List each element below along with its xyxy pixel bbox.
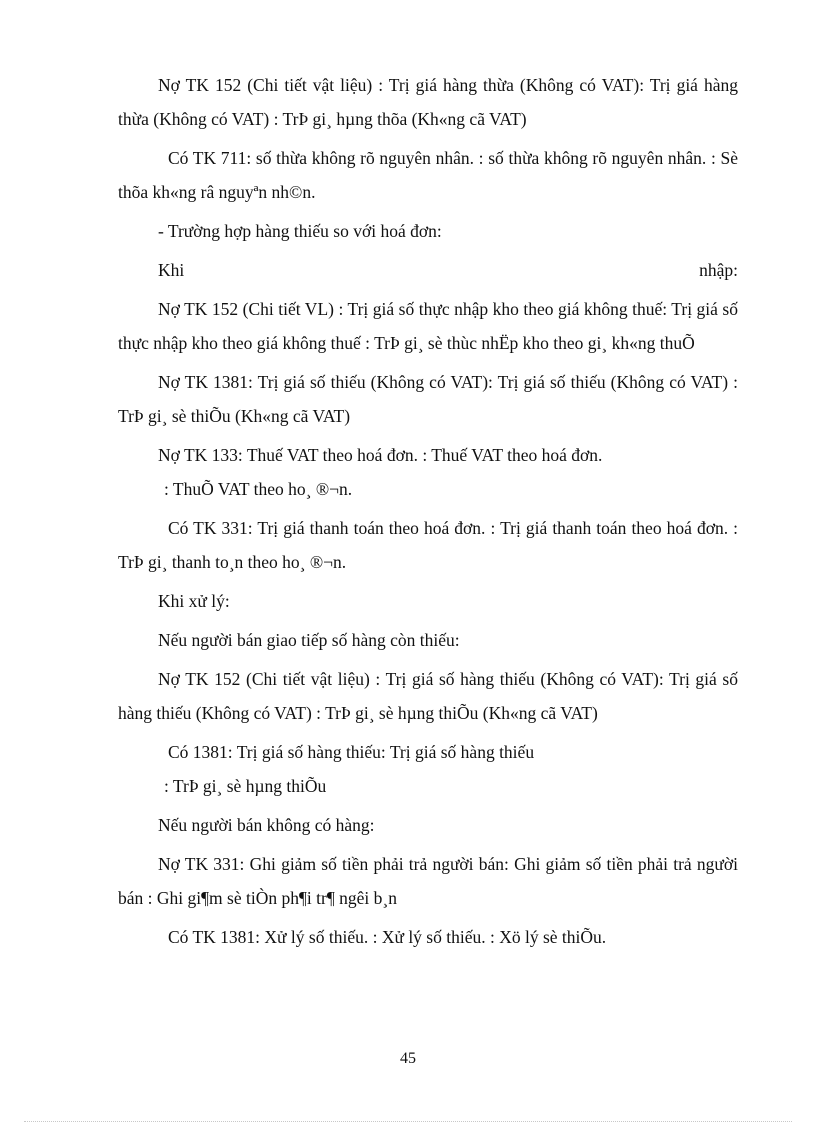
footer-divider [24, 1121, 792, 1122]
paragraph-credit-331: Có TK 331: Trị giá thanh toán theo hoá đơn. : Trị giá thanh toán theo hoá đơn. : TrÞ gi¸ thanh to¸n theo ho¸ ®¬n. [118, 518, 738, 572]
paragraph-credit-1381-shortage: Có TK 1381: Xử lý số thiếu. : Xử lý số thiếu. : Xö lý sè thiÕu. [168, 927, 607, 947]
paragraph-debit-133: Nợ TK 133: Thuế VAT theo hoá đơn. : Thuế VAT theo hoá đơn. [158, 445, 603, 465]
page-number: 45 [400, 1050, 416, 1067]
paragraph-credit-1381-legacy: : TrÞ gi¸ sè hµng thiÕu [164, 776, 327, 796]
document-page [118, 68, 738, 959]
nhap-word: nhập: [699, 260, 738, 280]
paragraph-seller-delivers: Nếu người bán giao tiếp số hàng còn thiếu: [158, 630, 460, 650]
paragraph-debit-152-actual: Nợ TK 152 (Chi tiết VL) : Trị giá số thực nhập kho theo giá không thuế: Trị giá số thực nhập kho theo giá không thuế : TrÞ gi¸ sè thùc nhËp kho theo gi¸ kh«ng thuÕ [118, 299, 738, 353]
paragraph-debit-133-legacy: : ThuÕ VAT theo ho¸ ®¬n. [164, 479, 353, 499]
paragraph-credit-1381-goods: Có 1381: Trị giá số hàng thiếu: Trị giá số hàng thiếu [168, 742, 535, 762]
paragraph-khi-nhap [118, 253, 738, 287]
paragraph-khi-xu-ly: Khi xử lý: [158, 591, 230, 611]
paragraph-debit-331: Nợ TK 331: Ghi giảm số tiền phải trả người bán: Ghi giảm số tiền phải trả người bán : Ghi gi¶m sè tiÒn ph¶i tr¶ ngêi b¸n [118, 854, 738, 908]
paragraph-shortage-heading: - Trường hợp hàng thiếu so với hoá đơn: [158, 221, 442, 241]
paragraph-credit-711: Có TK 711: số thừa không rõ nguyên nhân. : số thừa không rõ nguyên nhân. : Sè thõa kh«ng râ nguyªn nh©n. [118, 148, 738, 202]
paragraph-debit-1381: Nợ TK 1381: Trị giá số thiếu (Không có VAT): Trị giá số thiếu (Không có VAT) : TrÞ gi¸ sè thiÕu (Kh«ng cã VAT) [118, 372, 738, 426]
paragraph-debit-152-surplus: Nợ TK 152 (Chi tiết vật liệu) : Trị giá hàng thừa (Không có VAT): Trị giá hàng thừa (Không có VAT) : TrÞ gi¸ hµng thõa (Kh«ng cã VAT) [118, 75, 738, 129]
paragraph-seller-no-goods: Nếu người bán không có hàng: [158, 815, 375, 835]
khi-word: Khi [158, 260, 185, 280]
paragraph-debit-152-shortage: Nợ TK 152 (Chi tiết vật liệu) : Trị giá số hàng thiếu (Không có VAT): Trị giá số hàng thiếu (Không có VAT) : TrÞ gi¸ sè hµng thiÕu (Kh«ng cã VAT) [118, 669, 738, 723]
